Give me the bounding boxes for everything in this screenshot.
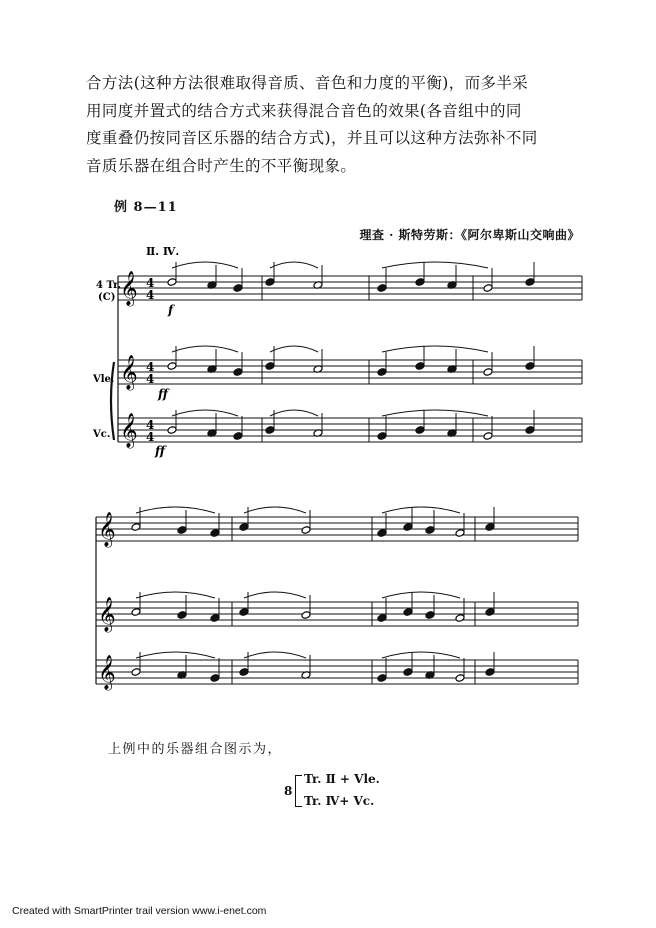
notehead [455,614,465,623]
notehead [210,674,220,683]
notehead [455,529,465,538]
treble-clef: 𝄞 [98,655,116,690]
caption: 上例中的乐器组合图示为， [108,742,283,757]
notehead [525,362,535,371]
formula-number: 8 [284,784,293,798]
notehead [265,362,275,371]
formula-line-2: Tr. Ⅳ+ Vc. [304,794,375,808]
treble-clef: 𝄞 [120,413,138,448]
instrument-label-key: (C) [98,292,116,303]
notehead [485,608,495,617]
notehead [415,278,425,287]
notehead [377,614,387,623]
notehead [233,284,243,293]
notehead [239,668,249,677]
notehead [525,426,535,435]
dynamic-viola: ff [158,387,168,401]
notehead [415,426,425,435]
body-line: 度重叠仍按同音区乐器的结合方式)，并且可以这种方法弥补不同 [86,129,538,147]
notehead [177,611,187,620]
notehead [301,526,311,535]
notehead [167,362,177,371]
treble-clef: 𝄞 [98,597,116,632]
notehead [177,526,187,535]
notehead [167,426,177,435]
body-line: 用同度并置式的结合方式来获得混合音色的效果(各音组中的同 [86,101,522,120]
slur [270,262,318,268]
body-line: 合方法(这种方法很难取得音质、音色和力度的平衡)，而多半采 [86,74,529,92]
time-sig-bottom: 4 [146,372,155,386]
notehead [525,278,535,287]
notehead [210,529,220,538]
part-marker: Ⅱ. Ⅳ. [146,245,180,258]
attribution: 理查 · 斯特劳斯：《阿尔卑斯山交响曲》 [359,228,580,242]
instrument-label-trumpet: 4 Tr. [96,280,121,291]
time-sig-top: 4 [146,276,155,290]
notehead [483,284,493,293]
treble-clef: 𝄞 [98,512,116,547]
slur [244,592,306,598]
slur [382,592,460,598]
notehead [483,432,493,441]
notehead [131,668,141,677]
notehead [377,529,387,538]
slur [172,346,238,352]
slur [270,346,318,352]
notehead [415,362,425,371]
notehead [483,368,493,377]
notehead [131,608,141,617]
notehead [377,368,387,377]
dynamic-cello: ff [155,444,165,458]
staves-group [96,271,582,691]
slur [382,410,488,416]
instrument-label-cello: Vc. [93,429,111,440]
notes-group [131,262,535,682]
slur [172,262,238,268]
slur [382,346,488,352]
notehead [233,432,243,441]
slur [382,652,460,658]
notehead [403,523,413,532]
notehead [131,523,141,532]
slur [270,410,318,416]
slur [136,652,215,658]
treble-clef: 𝄞 [120,355,138,390]
slur [136,507,215,513]
notehead [403,668,413,677]
notehead [265,426,275,435]
notehead [485,523,495,532]
slur [382,507,460,513]
treble-clef: 𝄞 [120,271,138,306]
slur [244,507,306,513]
notehead [403,608,413,617]
example-label: 例 8—11 [114,200,178,215]
instrument-label-viola: Vle. [93,374,115,385]
time-sig-top: 4 [146,418,155,432]
time-sig-bottom: 4 [146,288,155,302]
formula-bracket [295,775,302,807]
notehead [301,611,311,620]
dynamic-trumpet: f [168,303,174,317]
notehead [377,284,387,293]
body-line: 音质乐器在组合时产生的不平衡现象。 [86,156,357,175]
notehead [425,526,435,535]
notehead [425,611,435,620]
notehead [455,674,465,683]
notehead [239,608,249,617]
notehead [239,523,249,532]
notehead [167,278,177,287]
slur [172,410,238,416]
time-sig-bottom: 4 [146,430,155,444]
time-sig-top: 4 [146,360,155,374]
notehead [377,432,387,441]
slur [136,592,215,598]
formula-line-1: Tr. Ⅱ + Vle. [304,772,380,786]
notehead [377,674,387,683]
slur [382,262,488,268]
notehead [210,614,220,623]
notehead [485,668,495,677]
notehead [233,368,243,377]
footer-watermark: Created with SmartPrinter trail version www.i-enet.com [12,905,267,917]
notehead [265,278,275,287]
slur [244,652,306,658]
